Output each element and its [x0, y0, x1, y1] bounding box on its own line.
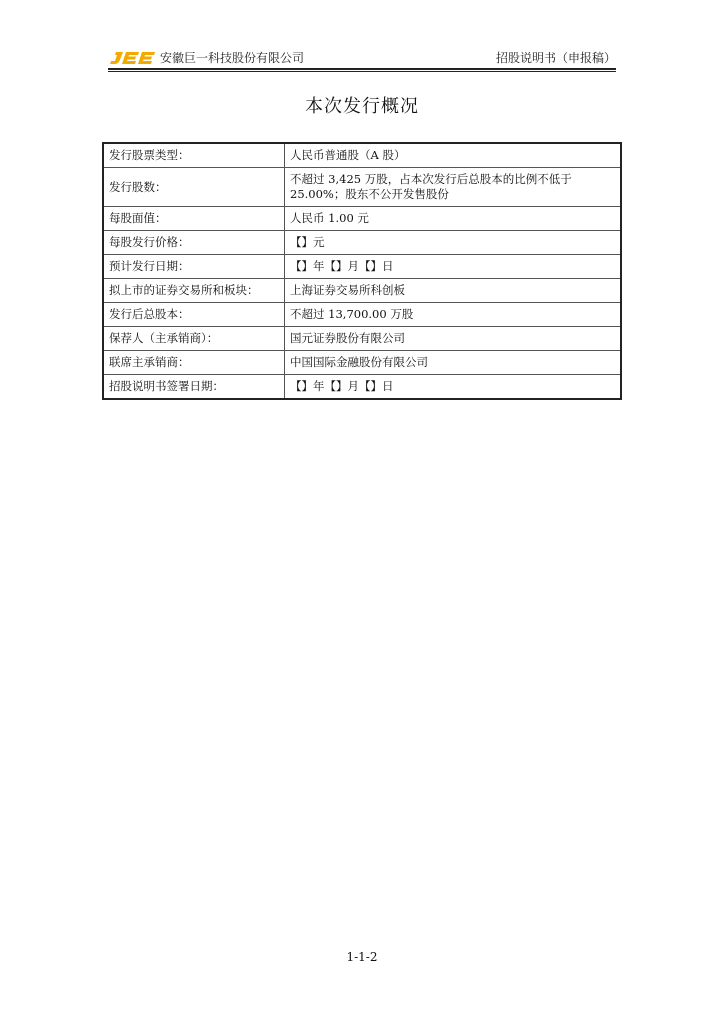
table-row [103, 279, 621, 303]
page-title: 本次发行概况 [305, 96, 419, 117]
row-label: 每股面值： [103, 207, 285, 231]
header-rule-thin [108, 71, 616, 72]
row-value: 不超过 13,700.00 万股 [285, 303, 622, 327]
row-label: 联席主承销商： [103, 351, 285, 375]
row-label: 招股说明书签署日期： [103, 375, 285, 400]
table-row [103, 255, 621, 279]
row-value: 不超过 3,425 万股，占本次发行后总股本的比例不低于 25.00%；股东不公开发售股份 [285, 168, 622, 207]
table-row [103, 303, 621, 327]
table-row [103, 168, 621, 207]
row-label: 发行股票类型： [103, 143, 285, 168]
page-header [108, 49, 616, 69]
row-value: 【】年【】月【】日 [285, 375, 622, 400]
row-value: 上海证券交易所科创板 [285, 279, 622, 303]
row-label: 每股发行价格： [103, 231, 285, 255]
row-value: 人民币 1.00 元 [285, 207, 622, 231]
row-value: 【】年【】月【】日 [285, 255, 622, 279]
table-row [103, 207, 621, 231]
table-row [103, 327, 621, 351]
header-rule [108, 68, 616, 70]
row-label: 发行后总股本： [103, 303, 285, 327]
company-name: 安徽巨一科技股份有限公司 [160, 51, 305, 65]
row-value: 【】元 [285, 231, 622, 255]
row-value: 国元证券股份有限公司 [285, 327, 622, 351]
company-logo [108, 51, 158, 65]
offering-overview-table [102, 142, 622, 400]
row-label: 保荐人（主承销商）： [103, 327, 285, 351]
page-number: 1-1-2 [346, 950, 378, 964]
table-row [103, 375, 621, 400]
document-type: 招股说明书（申报稿） [495, 51, 616, 65]
row-label: 发行股数： [103, 168, 285, 207]
table-row [103, 143, 621, 168]
row-value: 中国国际金融股份有限公司 [285, 351, 622, 375]
row-value: 人民币普通股（A 股） [285, 143, 622, 168]
table-row [103, 231, 621, 255]
row-label: 预计发行日期： [103, 255, 285, 279]
table-row [103, 351, 621, 375]
row-label: 拟上市的证券交易所和板块： [103, 279, 285, 303]
